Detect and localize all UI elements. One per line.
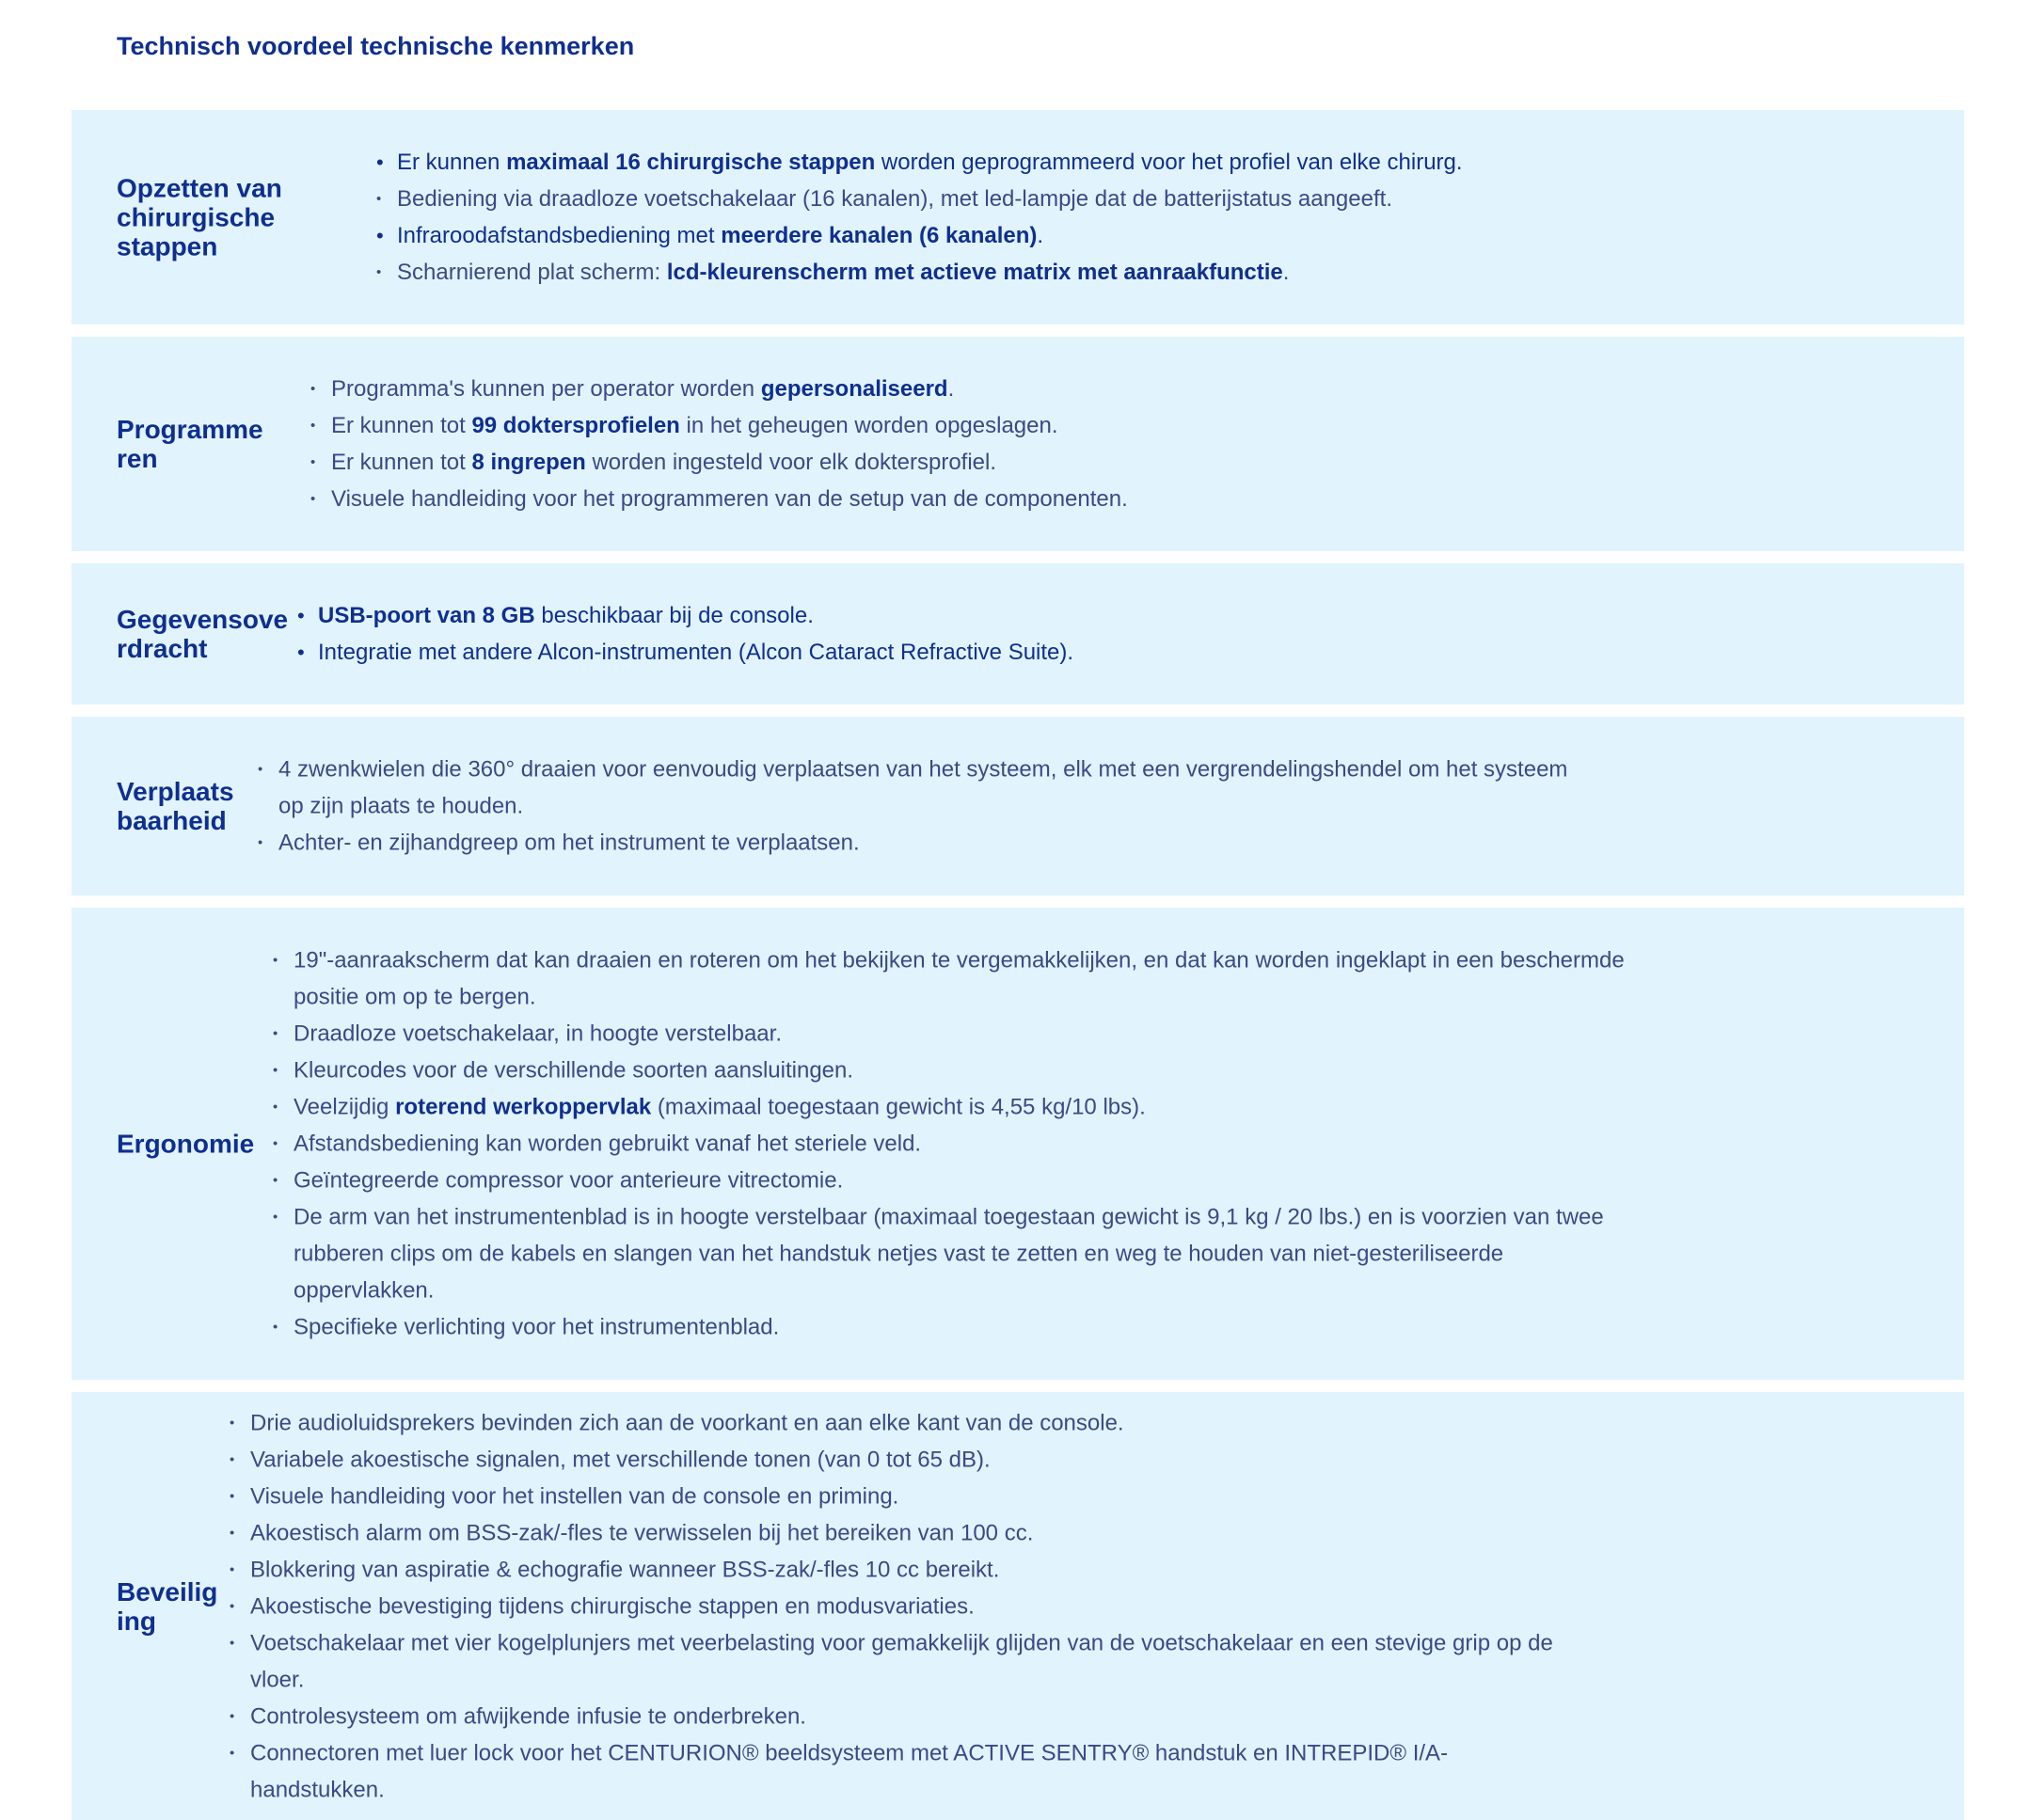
feature-item xyxy=(310,481,1627,517)
feature-text: Afstandsbediening kan worden gebruikt vanaf het steriele veld. xyxy=(294,1131,922,1157)
feature-list xyxy=(376,144,1693,291)
feature-text: worden ingesteld voor elk doktersprofiel. xyxy=(585,450,997,475)
feature-item xyxy=(310,407,1627,444)
feature-highlight: 8 ingrepen xyxy=(471,450,586,475)
feature-text: Akoestisch alarm om BSS-zak/-fles te verwisselen bij het bereiken van 100 cc. xyxy=(250,1520,1034,1545)
feature-text: Voetschakelaar met vier kogelplunjers met veerbelasting voor gemakkelijk glijden van de voetschakelaar en een stevige grip op de vloer. xyxy=(250,1630,1553,1692)
feature-item xyxy=(310,444,1627,481)
feature-text: worden geprogrammeerd voor het profiel van elke chirurg. xyxy=(875,150,1463,175)
feature-text: Visuele handleiding voor het programmeren van de setup van de componenten. xyxy=(331,486,1128,512)
feature-item xyxy=(230,1404,1570,1441)
feature-text: Connectoren met luer lock voor het CENTURION® beeldsysteem met ACTIVE SENTRY® handstuk en INTREPID® I/A-handstukken. xyxy=(250,1740,1449,1802)
feature-item xyxy=(273,1052,1627,1089)
feature-list xyxy=(230,1404,1570,1808)
feature-text: Blokkering van aspiratie & echografie wanneer BSS-zak/-fles 10 cc bereikt. xyxy=(250,1557,1000,1582)
feature-item xyxy=(230,1514,1570,1551)
section-title: Programme ren xyxy=(117,415,263,473)
feature-item xyxy=(273,942,1627,1016)
feature-text: . xyxy=(947,376,955,402)
feature-text: (maximaal toegestaan gewicht is 4,55 kg/10 lbs). xyxy=(651,1094,1146,1120)
feature-item xyxy=(376,181,1693,217)
feature-item xyxy=(273,1309,1627,1346)
feature-item xyxy=(273,1199,1627,1309)
section-gegevensoverdracht xyxy=(71,563,1964,704)
feature-highlight: 99 doktersprofielen xyxy=(471,413,680,438)
feature-list xyxy=(297,597,1614,671)
feature-text: 4 zwenkwielen die 360° draaien voor eenvoudig verplaatsen van het systeem, elk met een vergrendelingshendel om het systeem op zijn plaats te houden. xyxy=(278,756,1568,819)
feature-text: Bediening via draadloze voetschakelaar (16 kanalen), met led-lampje dat de batterijstatus aangeeft. xyxy=(397,186,1392,212)
feature-text: Scharnierend plat scherm: xyxy=(397,260,667,285)
feature-text: Geïntegreerde compressor voor anterieure vitrectomie. xyxy=(294,1167,844,1194)
feature-text: Draadloze voetschakelaar, in hoogte verstelbaar. xyxy=(294,1021,782,1047)
feature-text: Integratie met andere Alcon-instrumenten (Alcon Cataract Refractive Suite). xyxy=(318,640,1074,665)
feature-list xyxy=(310,371,1627,517)
feature-text: in het geheugen worden opgeslagen. xyxy=(679,413,1058,438)
feature-text: De arm van het instrumentenblad is in hoogte verstelbaar (maximaal toegestaan gewicht is 9,1 kg / 20 lbs.) en is voorzien van twee rubberen clips om de kabels en slangen van het handstuk netjes vast te zetten en weg te houden van niet-gesteriliseerde oppervlakken. xyxy=(294,1204,1604,1304)
feature-item xyxy=(310,371,1627,407)
section-title: Gegevensove rdracht xyxy=(117,605,289,663)
section-verplaatsbaarheid xyxy=(71,717,1964,895)
section-programmeren xyxy=(71,337,1964,551)
feature-text: Specifieke verlichting voor het instrumentenblad. xyxy=(294,1314,780,1340)
feature-text: Achter- en zijhandgreep om het instrument te verplaatsen. xyxy=(278,830,860,856)
feature-highlight: lcd-kleurenscherm met actieve matrix met aanraakfunctie xyxy=(666,260,1283,285)
feature-item xyxy=(273,1163,1627,1199)
feature-text: Drie audioluidsprekers bevinden zich aan de voorkant en aan elke kant van de console. xyxy=(250,1410,1124,1435)
feature-text: Veelzijdig xyxy=(294,1094,396,1120)
feature-text: Programma's kunnen per operator worden xyxy=(331,376,761,402)
feature-text: Variabele akoestische signalen, met verschillende tonen (van 0 tot 65 dB). xyxy=(250,1447,991,1472)
feature-item xyxy=(376,217,1693,254)
feature-item xyxy=(273,1089,1627,1126)
feature-item xyxy=(273,1016,1627,1052)
feature-item xyxy=(297,597,1614,634)
section-title: Opzetten van chirurgische stappen xyxy=(117,173,282,261)
section-ergonomie xyxy=(71,908,1964,1380)
feature-list xyxy=(258,752,1594,862)
page-title: Technisch voordeel technische kenmerken xyxy=(117,32,635,60)
feature-item xyxy=(230,1478,1570,1514)
feature-item xyxy=(230,1551,1570,1588)
feature-item xyxy=(230,1588,1570,1624)
feature-item xyxy=(230,1441,1570,1478)
feature-highlight: USB-poort van 8 GB xyxy=(318,603,535,628)
feature-item xyxy=(258,752,1594,825)
section-opzetten xyxy=(71,110,1964,324)
feature-item xyxy=(376,144,1693,181)
feature-text: Er kunnen xyxy=(397,150,507,175)
feature-highlight: gepersonaliseerd xyxy=(760,376,948,402)
feature-item xyxy=(230,1698,1570,1734)
feature-text: Er kunnen tot xyxy=(331,450,472,475)
feature-item xyxy=(258,825,1594,862)
feature-item xyxy=(297,634,1614,671)
feature-list xyxy=(273,942,1627,1346)
feature-item xyxy=(230,1624,1570,1698)
feature-text: Controlesysteem om afwijkende infusie te onderbreken. xyxy=(250,1703,806,1729)
section-title: Verplaats baarheid xyxy=(117,777,234,835)
feature-text: 19"-aanraakscherm dat kan draaien en roteren om het bekijken te vergemakkelijken, en dat kan worden ingeklapt in een beschermde positie om op te bergen. xyxy=(294,947,1625,1010)
feature-item xyxy=(376,254,1693,291)
feature-text: Visuele handleiding voor het instellen van de console en priming. xyxy=(250,1483,899,1509)
feature-text: . xyxy=(1282,260,1290,285)
feature-text: beschikbaar bij de console. xyxy=(534,603,814,628)
feature-text: Kleurcodes voor de verschillende soorten aansluitingen. xyxy=(294,1057,854,1084)
feature-item xyxy=(273,1126,1627,1163)
feature-highlight: roterend werkoppervlak xyxy=(395,1094,652,1120)
feature-text: . xyxy=(1037,223,1044,248)
feature-highlight: meerdere kanalen (6 kanalen) xyxy=(721,223,1038,248)
section-title: Ergonomie xyxy=(117,1129,255,1159)
feature-item xyxy=(230,1734,1570,1808)
section-title: Beveilig ing xyxy=(117,1576,218,1636)
feature-highlight: maximaal 16 chirurgische stappen xyxy=(506,150,876,175)
section-beveiliging xyxy=(71,1392,1964,1820)
feature-text: Infraroodafstandsbediening met xyxy=(397,223,722,248)
feature-text: Akoestische bevestiging tijdens chirurgische stappen en modusvariaties. xyxy=(250,1593,975,1619)
feature-text: Er kunnen tot xyxy=(331,413,472,438)
